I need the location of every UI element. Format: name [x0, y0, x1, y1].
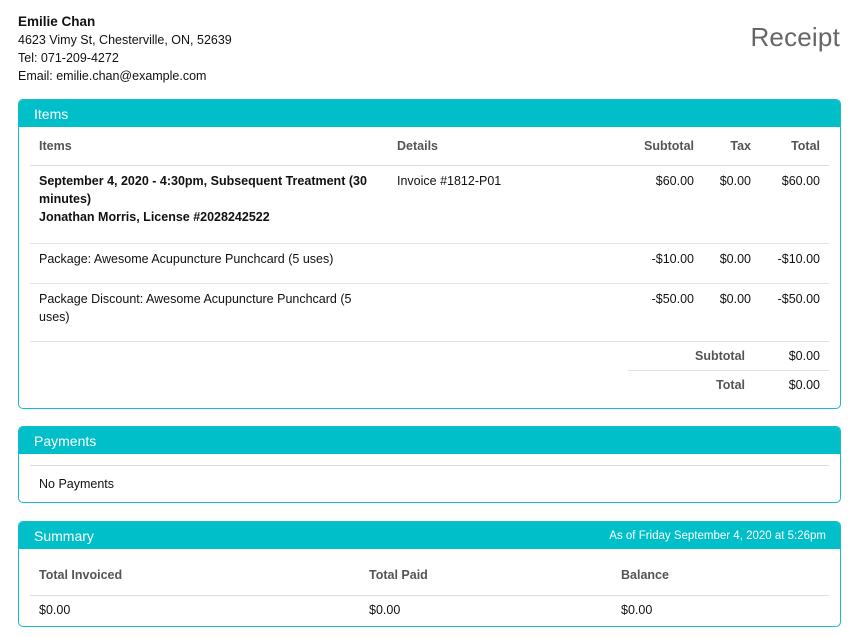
item-total: -$10.00	[777, 251, 820, 266]
item-details: Invoice #1812-P01	[397, 173, 502, 188]
summary-panel-header	[19, 522, 840, 549]
col-header-total-invoiced: Total Invoiced	[39, 567, 123, 582]
summary-panel-title: Summary	[34, 527, 94, 544]
table-row	[30, 283, 829, 341]
customer-tel: Tel: 071-209-4272	[18, 51, 119, 65]
item-appointment: September 4, 2020 - 4:30pm, Subsequent Treatment (30 minutes)	[39, 173, 367, 206]
item-tax: $0.00	[719, 291, 751, 306]
item-subtotal: $60.00	[655, 173, 694, 188]
items-panel	[18, 99, 841, 409]
customer-address: 4623 Vimy St, Chesterville, ON, 52639	[18, 33, 232, 47]
summary-as-of: As of Friday September 4, 2020 at 5:26pm	[609, 529, 826, 542]
items-table	[30, 127, 829, 342]
payments-panel-body	[19, 465, 840, 502]
summary-table	[30, 549, 829, 625]
summary-panel	[18, 521, 841, 627]
total-label: Total	[716, 378, 745, 392]
balance-value: $0.00	[621, 603, 653, 618]
items-panel-title: Items	[34, 105, 69, 122]
item-tax: $0.00	[719, 251, 751, 266]
col-header-subtotal: Subtotal	[644, 138, 694, 153]
payments-panel	[18, 426, 841, 503]
customer-email: Email: emilie.chan@example.com	[18, 69, 207, 83]
total-row	[628, 371, 829, 400]
items-panel-body	[19, 127, 840, 400]
payments-panel-title: Payments	[34, 432, 97, 449]
items-totals	[628, 342, 829, 400]
table-row	[30, 165, 829, 243]
col-header-tax: Tax	[730, 138, 751, 153]
items-table-header	[30, 127, 829, 165]
subtotal-label: Subtotal	[695, 348, 745, 363]
item-practitioner: Jonathan Morris, License #2028242522	[39, 209, 270, 224]
item-total: $60.00	[781, 173, 820, 188]
col-header-total: Total	[791, 138, 820, 153]
item-details	[388, 243, 603, 283]
table-row	[30, 595, 829, 625]
table-row	[30, 243, 829, 283]
item-tax: $0.00	[719, 173, 751, 188]
payments-panel-header	[19, 427, 840, 454]
item-description	[30, 165, 388, 243]
no-payments-text: No Payments	[39, 477, 115, 491]
item-total: -$50.00	[777, 291, 820, 306]
col-header-total-paid: Total Paid	[369, 567, 428, 582]
total-paid-value: $0.00	[369, 603, 401, 618]
page-title: Receipt	[750, 22, 840, 52]
item-subtotal: -$50.00	[651, 291, 694, 306]
col-header-balance: Balance	[621, 567, 669, 582]
customer-info	[18, 13, 232, 85]
item-description: Package: Awesome Acupuncture Punchcard (5 uses)	[39, 251, 334, 266]
total-value: $0.00	[788, 378, 820, 392]
subtotal-row	[628, 342, 829, 371]
item-details	[388, 283, 603, 341]
summary-table-header	[30, 549, 829, 595]
subtotal-value: $0.00	[788, 348, 820, 363]
item-subtotal: -$10.00	[651, 251, 694, 266]
items-panel-header	[19, 100, 840, 127]
col-header-details: Details	[397, 138, 438, 153]
item-description: Package Discount: Awesome Acupuncture Punchcard (5 uses)	[39, 291, 352, 324]
total-invoiced-value: $0.00	[39, 603, 71, 618]
col-header-items: Items	[39, 138, 72, 153]
summary-panel-body	[19, 549, 840, 625]
customer-name: Emilie Chan	[18, 14, 96, 29]
